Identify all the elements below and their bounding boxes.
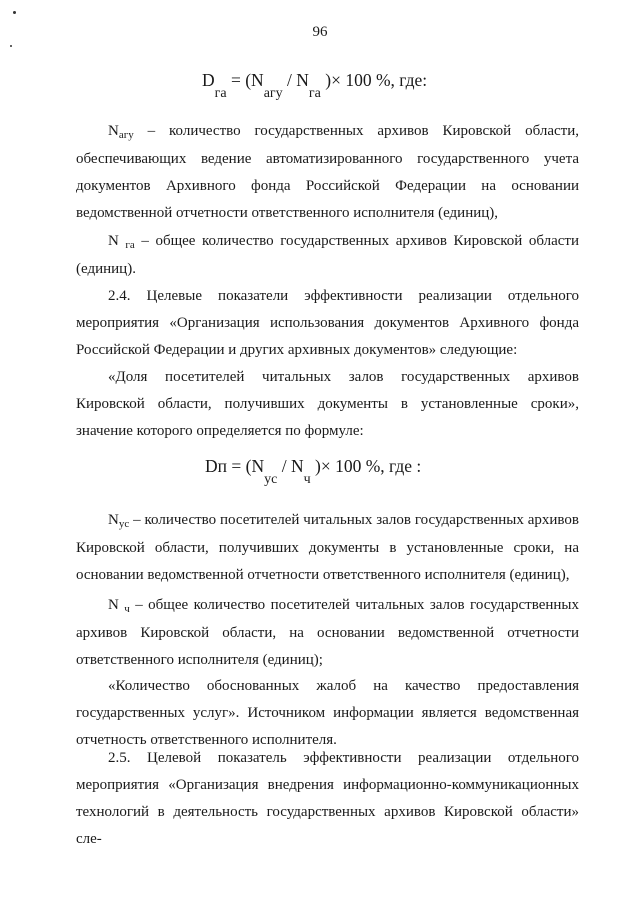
formula-denominator-subscript: ч bbox=[303, 472, 311, 487]
indicator-visitors-share: «Доля посетителей читальных залов государственных архивов Кировской области, получивших документы в установленные сроки», значение которого определяется по формуле: bbox=[76, 369, 579, 439]
formula-numerator-subscript: агу bbox=[263, 86, 283, 101]
symbol: N bbox=[108, 512, 119, 528]
formula-numerator-subscript: ус bbox=[264, 472, 278, 487]
formula-denominator: / N bbox=[287, 70, 309, 90]
symbol: N bbox=[108, 233, 119, 249]
formula-dga bbox=[202, 70, 428, 101]
formula-tail: )× 100 %, где: bbox=[325, 70, 428, 90]
definition-n-us bbox=[76, 507, 579, 589]
symbol-subscript: га bbox=[125, 239, 135, 251]
definition-n-ch bbox=[76, 592, 579, 674]
scan-speck bbox=[10, 45, 12, 47]
definition-n-agu bbox=[76, 118, 579, 227]
symbol: N bbox=[108, 597, 119, 613]
symbol-subscript: ус bbox=[118, 518, 130, 530]
definition-n-ga bbox=[76, 228, 579, 283]
formula-numerator-open: = (N bbox=[230, 70, 264, 90]
formula-lhs: D bbox=[202, 70, 215, 90]
formula-dp bbox=[205, 456, 422, 487]
definition-text: – общее количество государственных архивов Кировской области (единиц). bbox=[76, 233, 579, 277]
symbol: N bbox=[108, 123, 119, 139]
page-number: 96 bbox=[312, 24, 328, 40]
section-2-4: 2.4. Целевые показатели эффективности реализации отдельного мероприятия «Организация использования документов Архивного фонда Российской Федерации и других архивных документов» следующие: bbox=[76, 288, 579, 358]
formula-denominator: / N bbox=[281, 456, 304, 476]
definition-text: – количество посетителей читальных залов государственных архивов Кировской области, получивших документы в установленные сроки, на основании ведомственной отчетности ответственного исполнителя (единиц), bbox=[76, 512, 579, 583]
formula-lhs: Dп bbox=[205, 456, 228, 476]
definition-text: – общее количество посетителей читальных залов государственных архивов Кировской области, на основании ведомственной отчетности ответственного исполнителя (единиц); bbox=[76, 597, 579, 668]
formula-numerator-open: = (N bbox=[231, 456, 265, 476]
formula-denominator-subscript: га bbox=[308, 86, 321, 101]
definition-text: – количество государственных архивов Кировской области, обеспечивающих ведение автоматизированного государственного учета документов Архивного фонда Российской Федерации на основании ведомственной отчетности ответственного исполнителя (единиц), bbox=[76, 123, 579, 221]
scan-speck bbox=[13, 11, 16, 14]
indicator-complaints: «Количество обоснованных жалоб на качество предоставления государственных услуг». Источником информации является ведомственная отчетность ответственного исполнителя. bbox=[76, 678, 579, 748]
symbol-subscript: ч bbox=[124, 603, 130, 615]
symbol-subscript: агу bbox=[118, 129, 134, 141]
section-2-5: 2.5. Целевой показатель эффективности реализации отдельного мероприятия «Организация внедрения информационно-коммуникационных технологий в деятельность государственных архивов Кировской области» сле- bbox=[76, 750, 579, 847]
formula-lhs-subscript: га bbox=[214, 86, 227, 101]
formula-tail: )× 100 %, где : bbox=[315, 456, 422, 476]
